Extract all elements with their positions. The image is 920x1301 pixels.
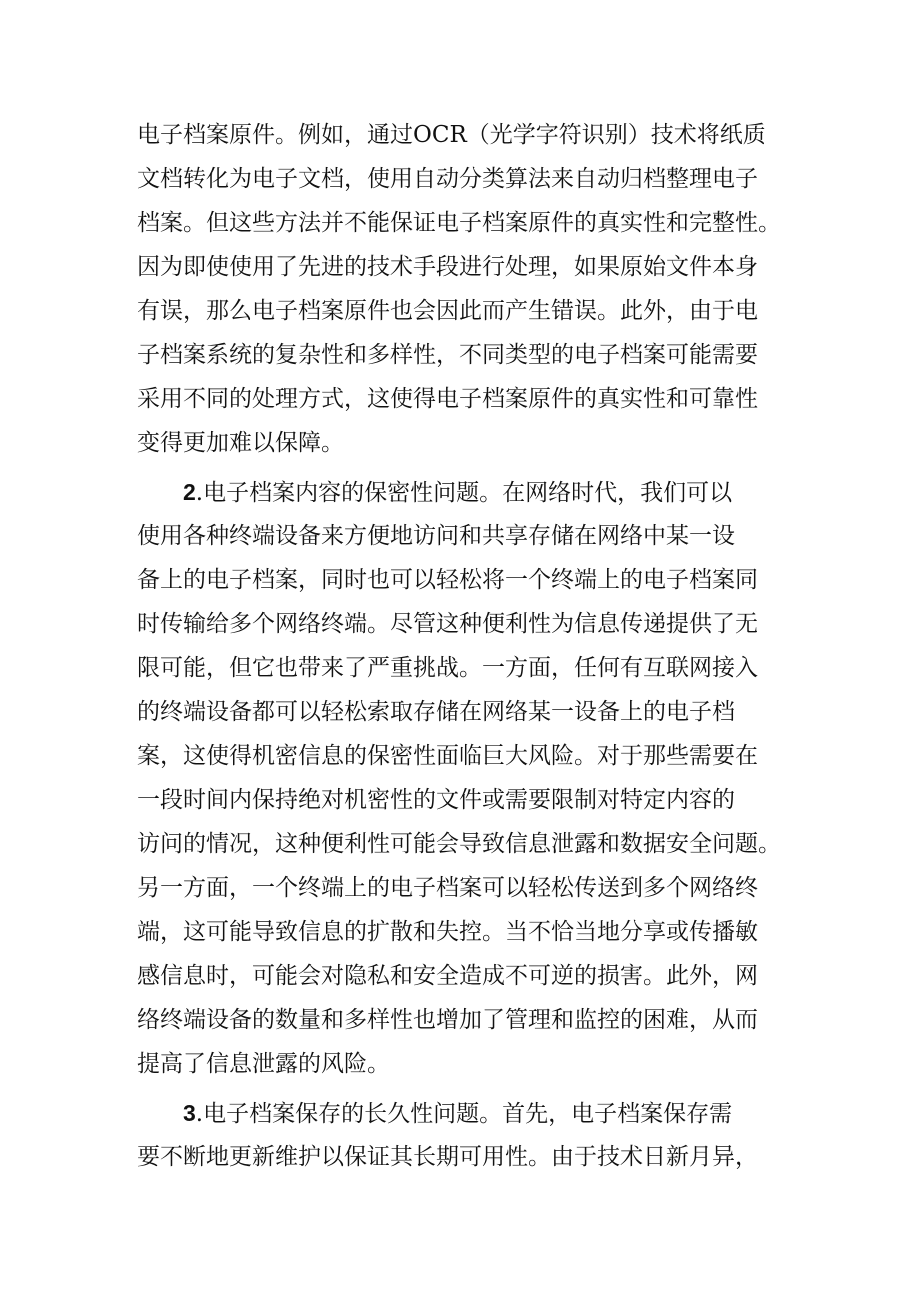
paragraph-2-line-5: 限可能，但它也带来了严重挑战。一方面，任何有互联网接入 xyxy=(137,655,758,681)
paragraph-3-first-line: .电子档案保存的长久性问题。首先，电子档案保存需 xyxy=(195,1101,733,1127)
paragraph-1-line-4: 因为即使使用了先进的技术手段进行处理，如果原始文件本身 xyxy=(137,254,758,280)
paragraph-2-line-3: 备上的电子档案，同时也可以轻松将一个终端上的电子档案同 xyxy=(137,567,758,593)
paragraph-2-line-10: 另一方面，一个终端上的电子档案可以轻松传送到多个网络终 xyxy=(137,875,758,901)
paragraph-2-line-4: 时传输给多个网络终端。尽管这种便利性为信息传递提供了无 xyxy=(137,611,758,637)
paragraph-3-number: 3 xyxy=(183,1100,196,1126)
paragraph-2-line-13: 络终端设备的数量和多样性也增加了管理和监控的困难，从而 xyxy=(137,1007,758,1033)
paragraph-2-line-6: 的终端设备都可以轻松索取存储在网络某一设备上的电子档 xyxy=(137,699,735,725)
paragraph-3-heading-line xyxy=(183,1091,843,1135)
paragraph-2-line-8: 一段时间内保持绝对机密性的文件或需要限制对特定内容的 xyxy=(137,787,735,813)
paragraph-2-line-9: 访问的情况，这种便利性可能会导致信息泄露和数据安全问题。 xyxy=(137,831,781,857)
paragraph-2-line-2: 使用各种终端设备来方便地访问和共享存储在网络中某一设 xyxy=(137,523,735,549)
paragraph-2-line-14: 提高了信息泄露的风险。 xyxy=(137,1051,390,1077)
paragraph-2-line-11: 端，这可能导致信息的扩散和失控。当不恰当地分享或传播敏 xyxy=(137,919,758,945)
paragraph-1-line-1: 电子档案原件。例如，通过OCR（光学字符识别）技术将纸质 xyxy=(137,122,766,148)
paragraph-2-heading-line xyxy=(183,470,843,514)
paragraph-3-line-2: 要不断地更新维护以保证其长期可用性。由于技术日新月异， xyxy=(137,1144,758,1170)
paragraph-2-line-12: 感信息时，可能会对隐私和安全造成不可逆的损害。此外，网 xyxy=(137,963,758,989)
paragraph-1-line-2: 文档转化为电子文档，使用自动分类算法来自动归档整理电子 xyxy=(137,166,758,192)
paragraph-1-line-5: 有误，那么电子档案原件也会因此而产生错误。此外，由于电 xyxy=(137,298,758,324)
paragraph-2-number: 2 xyxy=(183,479,196,505)
paragraph-1-line-6: 子档案系统的复杂性和多样性，不同类型的电子档案可能需要 xyxy=(137,342,758,368)
paragraph-2-first-line: .电子档案内容的保密性问题。在网络时代，我们可以 xyxy=(195,480,733,506)
paragraph-1-line-8: 变得更加难以保障。 xyxy=(137,430,344,456)
paragraph-1-line-7: 采用不同的处理方式，这使得电子档案原件的真实性和可靠性 xyxy=(137,386,758,412)
paragraph-1-line-3: 档案。但这些方法并不能保证电子档案原件的真实性和完整性。 xyxy=(137,210,781,236)
paragraph-2-line-7: 案，这使得机密信息的保密性面临巨大风险。对于那些需要在 xyxy=(137,743,758,769)
